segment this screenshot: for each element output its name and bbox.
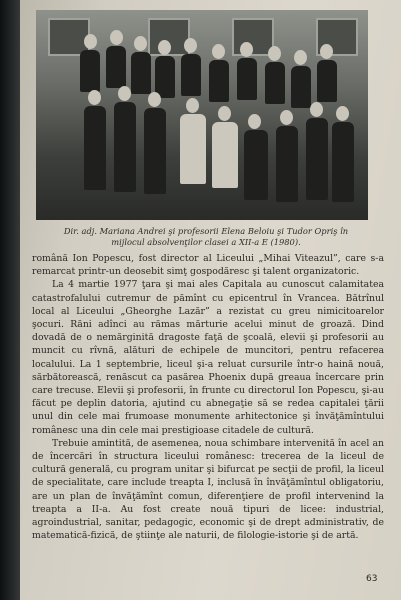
person-head (268, 46, 281, 61)
person-head (240, 42, 253, 57)
person-head (248, 114, 261, 129)
paragraph: română Ion Popescu, fost director al Liceului „Mihai Viteazul”, care s-a remarcat printr-un deosebit simţ gospodăresc şi talent organizatoric. (32, 253, 384, 278)
person-head (184, 38, 197, 53)
person-body (84, 106, 106, 190)
book-spine-edge (0, 0, 22, 600)
paragraph: Trebuie amintită, de asemenea, noua schimbare intervenită în acel an de încercări în structura liceului românesc: trecerea de la liceul de cultură generală, cu program unitar şi bifurcat pe secţii de profil, la liceul de specialitate, care include treapta I, inclusă în învăţămîntul obligatoriu, are un plan de învăţămînt comun, diferenţiere de profil intervenind la treapta a II-a. Au fost create nouă tipuri de licee: industrial, agroindustrial, sanitar, pedagogic, economic şi de drept administrativ, de matematică-fizică, de ştiinţe ale naturii, de filologie-istorie şi de artă. (32, 437, 384, 542)
person-body (332, 122, 354, 202)
person-body (265, 62, 285, 104)
person-body (144, 108, 166, 194)
person-body (317, 60, 337, 102)
person-head (84, 34, 97, 49)
person-body (114, 102, 136, 192)
person-head (118, 86, 131, 101)
photo-caption: Dir. adj. Mariana Andrei şi profesorii Elena Beloiu şi Tudor Opriş în mijlocul absolvenţilor clasei a XII-a E (1980). (63, 226, 349, 247)
person-body (155, 56, 175, 98)
person-body (306, 118, 328, 200)
person-head (88, 90, 101, 105)
person-head (158, 40, 171, 55)
person-body (209, 60, 229, 102)
person-body (131, 52, 151, 94)
person-body (106, 46, 126, 88)
article-body (32, 252, 384, 542)
person-body (244, 130, 268, 200)
book-page (20, 0, 401, 600)
person-body (276, 126, 298, 202)
person-head (148, 92, 161, 107)
person-body (212, 122, 238, 188)
class-group-photo (36, 10, 368, 220)
person-head (110, 30, 123, 45)
paragraph: La 4 martie 1977 ţara şi mai ales Capitala au cunoscut calamitatea catastrofalului cutremur de pămînt cu epicentrul în Vrancea. Bătrînul local al Liceului „Gheorghe Lazăr” a rezistat cu greu nimicitoarelor şocuri. Răni adînci au rămas mărturie acelui minut de groază. Dind dovadă de o nemărginită dragoste faţă de şcoală, elevii şi profesorii au muncit cu rîvnă, alături de echipele de muncitori, pentru refacerea localului. La 1 septembrie, liceul şi-a reluat cursurile într-o haină nouă, sărbătorească, renăscut ca pasărea Phoenix după greaua încercare prin care trecuse. Elevii şi profesorii, în frunte cu directorul Ion Popescu, şi-au făcut pe deplin datoria, ajutind cu abnegaţie să se redea capitalei ţării unul din cele mai frumoase monumente arhitectonice şi învăţămîntului românesc una din cele mai prestigioase citadele de cultură. (32, 279, 384, 436)
person-head (212, 44, 225, 59)
person-head (336, 106, 349, 121)
person-head (294, 50, 307, 65)
person-body (291, 66, 311, 108)
person-head (320, 44, 333, 59)
person-body (237, 58, 257, 100)
person-head (310, 102, 323, 117)
person-head (134, 36, 147, 51)
person-body (180, 114, 206, 184)
person-body (181, 54, 201, 96)
person-head (280, 110, 293, 125)
page-number: 63 (366, 574, 378, 584)
person-head (218, 106, 231, 121)
person-head (186, 98, 199, 113)
person-body (80, 50, 100, 92)
